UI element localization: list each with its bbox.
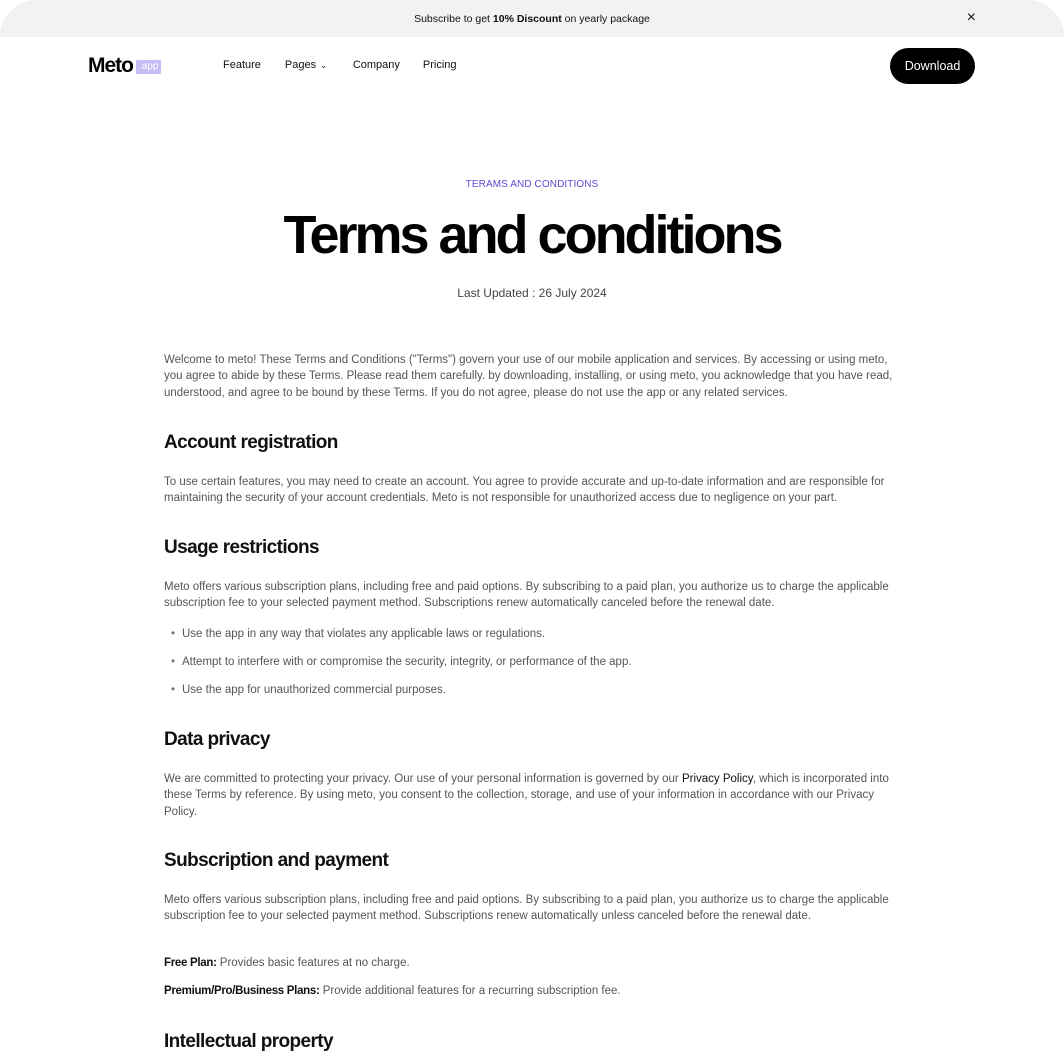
section-heading-privacy: Data privacy [164, 729, 270, 750]
section-heading-usage: Usage restrictions [164, 537, 319, 558]
section-body-subscription: Meto offers various subscription plans, including free and paid options. By subscribing to a paid plan, you authorize us to charge the applicable subscription fee to your selected payment method. Subscriptions renew automatically unless canceled before the renewal date. [164, 894, 889, 923]
list-item: • Use the app in any way that violates any applicable laws or regulations. [171, 628, 546, 640]
logo[interactable] [88, 54, 161, 78]
logo-text: Meto [88, 54, 133, 77]
top-nav [0, 48, 1064, 84]
page-title: Terms and conditions [283, 205, 781, 265]
nav-link-company[interactable]: Company [352, 59, 400, 71]
chevron-down-icon: ⌄ [320, 60, 327, 70]
logo-badge: .app [136, 60, 161, 74]
section-heading-account: Account registration [164, 432, 338, 453]
nav-link-pages-label: Pages [284, 59, 317, 71]
section-body-privacy: We are committed to protecting your privacy. Our use of your personal information is governed by our Privacy Policy, which is incorporated into these Terms by reference. By using meto, you consent to the collection, storage, and use of your information in accordance with our Privacy Policy. [164, 773, 889, 818]
section-body-usage: Meto offers various subscription plans, including free and paid options. By subscribing to a paid plan, you authorize us to charge the applicable subscription fee to your selected payment method. Subscriptions renew automatically canceled before the renewal date. [164, 581, 889, 610]
nav-links [223, 59, 457, 71]
nav-link-feature[interactable]: Feature [223, 59, 261, 71]
free-plan-label: Free Plan: [164, 957, 217, 969]
nav-link-pricing[interactable]: Pricing [422, 59, 457, 71]
premium-plan-line: Premium/Pro/Business Plans: Provide additional features for a recurring subscription fee. [164, 985, 621, 997]
list-item: • Attempt to interfere with or compromise the security, integrity, or performance of the app. [171, 656, 632, 668]
intro-paragraph: Welcome to meto! These Terms and Conditions ("Terms") govern your use of our mobile application and services. By accessing or using meto, you agree to abide by these Terms. Please read them carefully. by downloading, installing, or using meto, you acknowledge that you have read, understood, and agree to be bound by these Terms. If you do not agree, please do not use the app or any related services. [164, 354, 893, 399]
announcement-bar [0, 0, 1064, 37]
privacy-policy-link[interactable]: Privacy Policy [681, 773, 753, 785]
announcement-text: Subscribe to get 10% Discount on yearly package [414, 12, 650, 25]
page-eyebrow: TERAMS AND CONDITIONS [465, 179, 599, 190]
premium-plan-label: Premium/Pro/Business Plans: [164, 985, 320, 997]
section-heading-subscription: Subscription and payment [164, 850, 389, 871]
section-body-account: To use certain features, you may need to create an account. You agree to provide accurate and up-to-date information and are responsible for maintaining the security of your account credentials. Meto is not responsible for unauthorized access due to negligence on your part. [164, 476, 885, 505]
download-button[interactable]: Download [890, 48, 975, 84]
list-item: • Use the app for unauthorized commercial purposes. [171, 684, 447, 696]
last-updated: Last Updated : 26 July 2024 [457, 286, 607, 300]
section-heading-ip: Intellectual property [164, 1031, 333, 1052]
announcement-discount: 10% Discount [492, 12, 562, 25]
free-plan-line: Free Plan: Provides basic features at no charge. [164, 957, 410, 969]
nav-link-pages[interactable] [285, 59, 327, 71]
close-icon[interactable]: × [966, 9, 976, 26]
